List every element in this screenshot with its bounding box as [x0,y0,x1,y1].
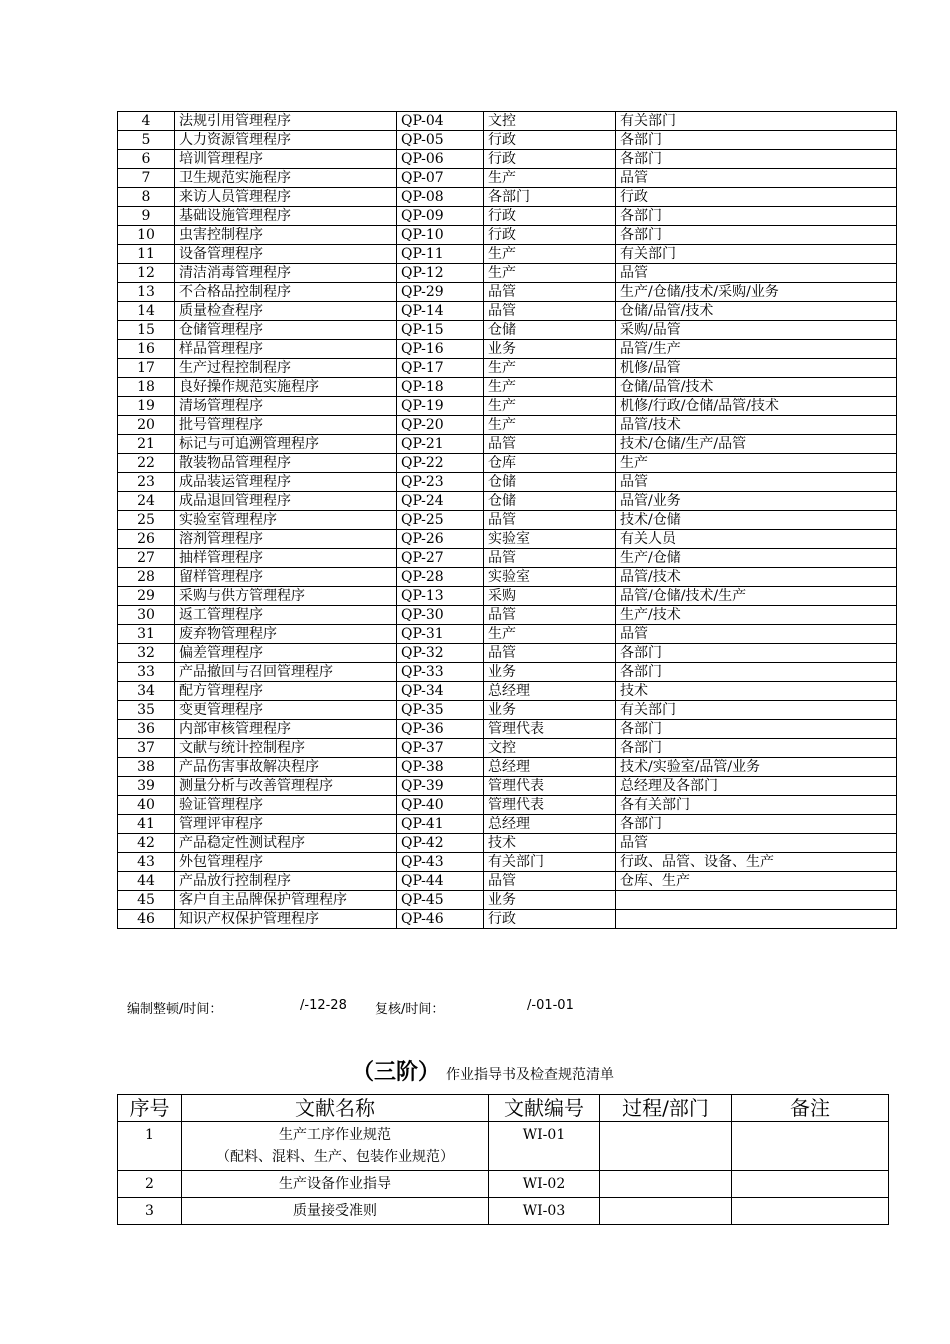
cell-related: 采购/品管 [616,321,897,340]
cell-code: QP-22 [397,454,484,473]
cell-no: 4 [118,112,175,131]
cell-name: 设备管理程序 [175,245,397,264]
table-row [118,245,897,264]
cell-owner: 品管 [484,435,616,454]
header-note: 备注 [732,1095,889,1122]
cell-no: 38 [118,758,175,777]
doc-name-detail: （配料、混料、生产、包装作业规范） [216,1149,454,1165]
cell-no: 40 [118,796,175,815]
cell-dept [600,1198,732,1225]
cell-no: 7 [118,169,175,188]
cell-code: QP-26 [397,530,484,549]
cell-code: QP-18 [397,378,484,397]
cell-code: QP-38 [397,758,484,777]
review-label: 复核/时间： [375,1002,445,1017]
cell-no: 10 [118,226,175,245]
cell-code: QP-37 [397,739,484,758]
cell-code: QP-39 [397,777,484,796]
cell-related: 技术/仓储 [616,511,897,530]
cell-owner: 品管 [484,549,616,568]
cell-code: QP-21 [397,435,484,454]
cell-name: 废弃物管理程序 [175,625,397,644]
table-row [118,815,897,834]
cell-related: 各部门 [616,644,897,663]
cell-related: 品管 [616,169,897,188]
cell-name: 采购与供方管理程序 [175,587,397,606]
cell-related: 品管 [616,473,897,492]
cell-name: 文献与统计控制程序 [175,739,397,758]
table-row [118,739,897,758]
table-row [118,530,897,549]
cell-no: 22 [118,454,175,473]
table-row [118,549,897,568]
cell-no: 31 [118,625,175,644]
cell-no: 44 [118,872,175,891]
table-row [118,511,897,530]
table-row [118,359,897,378]
table-row [118,131,897,150]
cell-related: 各部门 [616,226,897,245]
cell-code: WI-02 [489,1171,600,1198]
cell-name: 知识产权保护管理程序 [175,910,397,929]
cell-name: 产品伤害事故解决程序 [175,758,397,777]
table-row [118,1198,889,1225]
cell-code: QP-45 [397,891,484,910]
table-row [118,606,897,625]
cell-dept [600,1122,732,1171]
table-row [118,758,897,777]
cell-name: 产品撤回与召回管理程序 [175,663,397,682]
compiled-date: /-12-28 [300,998,347,1013]
table-row [118,568,897,587]
cell-owner: 文控 [484,739,616,758]
cell-owner: 生产 [484,169,616,188]
cell-dept [600,1171,732,1198]
cell-name: 抽样管理程序 [175,549,397,568]
cell-name: 法规引用管理程序 [175,112,397,131]
table-row [118,302,897,321]
cell-owner: 品管 [484,511,616,530]
cell-no: 23 [118,473,175,492]
work-instruction-table [117,1094,889,1225]
cell-owner: 生产 [484,359,616,378]
cell-code: QP-32 [397,644,484,663]
cell-related: 各部门 [616,720,897,739]
cell-no: 14 [118,302,175,321]
cell-owner: 仓库 [484,454,616,473]
cell-no: 2 [118,1171,182,1198]
cell-owner: 管理代表 [484,777,616,796]
table-row [118,891,897,910]
cell-related: 技术/实验室/品管/业务 [616,758,897,777]
cell-related: 各部门 [616,663,897,682]
cell-name: 管理评审程序 [175,815,397,834]
cell-name: 返工管理程序 [175,606,397,625]
table-row [118,682,897,701]
table-row [118,834,897,853]
cell-name: 基础设施管理程序 [175,207,397,226]
header-row [118,1095,889,1122]
table-row [118,226,897,245]
cell-no: 11 [118,245,175,264]
cell-related: 各部门 [616,207,897,226]
cell-owner: 总经理 [484,815,616,834]
table-row [118,663,897,682]
table-row [118,853,897,872]
procedure-list-table [117,111,897,929]
cell-owner: 业务 [484,701,616,720]
cell-name: 验证管理程序 [175,796,397,815]
table-row [118,397,897,416]
cell-owner: 品管 [484,872,616,891]
cell-owner: 仓储 [484,492,616,511]
cell-owner: 行政 [484,131,616,150]
cell-code: QP-08 [397,188,484,207]
cell-no: 35 [118,701,175,720]
cell-code: QP-41 [397,815,484,834]
cell-no: 39 [118,777,175,796]
cell-related: 仓库、生产 [616,872,897,891]
header-no: 序号 [118,1095,182,1122]
cell-owner: 仓储 [484,321,616,340]
cell-owner: 仓储 [484,473,616,492]
cell-owner: 总经理 [484,758,616,777]
cell-name: 变更管理程序 [175,701,397,720]
table-row [118,454,897,473]
cell-name: 内部审核管理程序 [175,720,397,739]
cell-no: 46 [118,910,175,929]
cell-code: QP-19 [397,397,484,416]
cell-name: 批号管理程序 [175,416,397,435]
cell-code: QP-28 [397,568,484,587]
cell-code: QP-09 [397,207,484,226]
table-row [118,910,897,929]
cell-no: 30 [118,606,175,625]
cell-name: 实验室管理程序 [175,511,397,530]
cell-related: 品管/技术 [616,568,897,587]
cell-name: 仓储管理程序 [175,321,397,340]
cell-owner: 总经理 [484,682,616,701]
cell-code: QP-42 [397,834,484,853]
table-row [118,473,897,492]
cell-no: 25 [118,511,175,530]
cell-code: QP-44 [397,872,484,891]
cell-name: 配方管理程序 [175,682,397,701]
table-row [118,378,897,397]
cell-owner: 生产 [484,245,616,264]
cell-related: 品管/生产 [616,340,897,359]
table-row [118,150,897,169]
cell-no: 37 [118,739,175,758]
cell-related: 机修/行政/仓储/品管/技术 [616,397,897,416]
cell-no: 29 [118,587,175,606]
cell-code: QP-15 [397,321,484,340]
cell-name [182,1122,489,1171]
cell-owner: 行政 [484,226,616,245]
cell-related: 品管/仓储/技术/生产 [616,587,897,606]
cell-no: 24 [118,492,175,511]
cell-name: 清洁消毒管理程序 [175,264,397,283]
cell-name: 人力资源管理程序 [175,131,397,150]
cell-code: QP-30 [397,606,484,625]
table-row [118,264,897,283]
table-row [118,188,897,207]
cell-no: 12 [118,264,175,283]
cell-owner: 文控 [484,112,616,131]
table-row [118,492,897,511]
cell-related: 生产 [616,454,897,473]
cell-owner: 生产 [484,378,616,397]
table-row [118,112,897,131]
cell-code: QP-23 [397,473,484,492]
cell-code: QP-46 [397,910,484,929]
cell-no: 18 [118,378,175,397]
cell-no: 3 [118,1198,182,1225]
cell-related: 有关部门 [616,245,897,264]
cell-owner: 生产 [484,416,616,435]
cell-code: QP-35 [397,701,484,720]
cell-owner: 技术 [484,834,616,853]
cell-code: QP-40 [397,796,484,815]
cell-name: 成品退回管理程序 [175,492,397,511]
cell-name: 测量分析与改善管理程序 [175,777,397,796]
cell-related: 品管 [616,625,897,644]
cell-no: 45 [118,891,175,910]
table-row [118,321,897,340]
cell-no: 43 [118,853,175,872]
cell-code: WI-03 [489,1198,600,1225]
cell-no: 28 [118,568,175,587]
cell-no: 1 [118,1122,182,1171]
cell-owner: 管理代表 [484,720,616,739]
table-row [118,872,897,891]
cell-related: 品管/技术 [616,416,897,435]
cell-code: QP-33 [397,663,484,682]
cell-related: 各有关部门 [616,796,897,815]
cell-related: 品管/业务 [616,492,897,511]
cell-related: 品管 [616,264,897,283]
compiled-label: 编制整顿/时间： [127,1002,223,1017]
cell-note [732,1198,889,1225]
cell-code: QP-29 [397,283,484,302]
cell-related: 行政、品管、设备、生产 [616,853,897,872]
cell-related: 技术/仓储/生产/品管 [616,435,897,454]
cell-owner: 生产 [484,264,616,283]
cell-name: 质量接受准则 [182,1198,489,1225]
cell-related: 总经理及各部门 [616,777,897,796]
header-code: 文献编号 [489,1095,600,1122]
cell-code: QP-14 [397,302,484,321]
cell-name: 清场管理程序 [175,397,397,416]
section-title: 作业指导书及检查规范清单 [446,1067,615,1083]
cell-related: 各部门 [616,739,897,758]
cell-related: 技术 [616,682,897,701]
cell-name: 产品稳定性测试程序 [175,834,397,853]
cell-owner: 业务 [484,663,616,682]
header-dept: 过程/部门 [600,1095,732,1122]
cell-no: 26 [118,530,175,549]
cell-owner: 品管 [484,283,616,302]
cell-name: 生产过程控制程序 [175,359,397,378]
cell-code: WI-01 [489,1122,600,1171]
cell-code: QP-05 [397,131,484,150]
cell-owner: 实验室 [484,568,616,587]
table-row [118,1122,889,1171]
table-row [118,1171,889,1198]
cell-note [732,1122,889,1171]
cell-no: 19 [118,397,175,416]
cell-code: QP-13 [397,587,484,606]
cell-no: 32 [118,644,175,663]
header-name: 文献名称 [182,1095,489,1122]
cell-code: QP-12 [397,264,484,283]
cell-name: 来访人员管理程序 [175,188,397,207]
cell-name: 良好操作规范实施程序 [175,378,397,397]
cell-owner: 行政 [484,150,616,169]
cell-code: QP-06 [397,150,484,169]
section-level: （三阶） [352,1060,441,1085]
cell-owner: 业务 [484,891,616,910]
review-date: /-01-01 [527,998,574,1013]
cell-owner: 品管 [484,302,616,321]
cell-code: QP-24 [397,492,484,511]
cell-no: 42 [118,834,175,853]
cell-name: 标记与可追溯管理程序 [175,435,397,454]
cell-name: 客户自主品牌保护管理程序 [175,891,397,910]
cell-no: 21 [118,435,175,454]
cell-owner: 管理代表 [484,796,616,815]
table-row [118,720,897,739]
cell-no: 34 [118,682,175,701]
cell-no: 15 [118,321,175,340]
cell-owner: 实验室 [484,530,616,549]
cell-related: 各部门 [616,150,897,169]
cell-name: 溶剂管理程序 [175,530,397,549]
cell-related: 品管 [616,834,897,853]
cell-no: 20 [118,416,175,435]
cell-code: QP-07 [397,169,484,188]
cell-related: 机修/品管 [616,359,897,378]
cell-owner: 采购 [484,587,616,606]
cell-owner: 品管 [484,644,616,663]
cell-code: QP-25 [397,511,484,530]
cell-code: QP-34 [397,682,484,701]
cell-related [616,910,897,929]
cell-name: 散装物品管理程序 [175,454,397,473]
cell-no: 9 [118,207,175,226]
table-row [118,416,897,435]
cell-related: 生产/仓储 [616,549,897,568]
cell-no: 16 [118,340,175,359]
cell-owner: 各部门 [484,188,616,207]
cell-related: 有关部门 [616,701,897,720]
table-row [118,701,897,720]
table-row [118,207,897,226]
cell-name: 虫害控制程序 [175,226,397,245]
cell-owner: 品管 [484,606,616,625]
cell-code: QP-31 [397,625,484,644]
cell-code: QP-20 [397,416,484,435]
section-heading [352,1055,614,1086]
cell-related: 仓储/品管/技术 [616,302,897,321]
cell-related: 有关人员 [616,530,897,549]
cell-note [732,1171,889,1198]
cell-no: 33 [118,663,175,682]
cell-no: 41 [118,815,175,834]
cell-owner: 有关部门 [484,853,616,872]
cell-name: 产品放行控制程序 [175,872,397,891]
table-row [118,644,897,663]
cell-name: 培训管理程序 [175,150,397,169]
cell-name: 样品管理程序 [175,340,397,359]
cell-owner: 生产 [484,625,616,644]
cell-code: QP-27 [397,549,484,568]
table-row [118,169,897,188]
cell-owner: 生产 [484,397,616,416]
table-row [118,340,897,359]
cell-name: 质量检查程序 [175,302,397,321]
cell-no: 13 [118,283,175,302]
table-row [118,283,897,302]
cell-name: 偏差管理程序 [175,644,397,663]
table-row [118,796,897,815]
cell-name: 留样管理程序 [175,568,397,587]
cell-no: 8 [118,188,175,207]
cell-no: 5 [118,131,175,150]
cell-owner: 行政 [484,910,616,929]
doc-name: 生产工序作业规范 [279,1127,391,1143]
table-row [118,777,897,796]
cell-related: 各部门 [616,815,897,834]
cell-name: 不合格品控制程序 [175,283,397,302]
cell-no: 6 [118,150,175,169]
cell-name: 卫生规范实施程序 [175,169,397,188]
cell-code: QP-16 [397,340,484,359]
table-row [118,587,897,606]
cell-code: QP-04 [397,112,484,131]
cell-related: 行政 [616,188,897,207]
cell-name: 成品装运管理程序 [175,473,397,492]
cell-related: 生产/技术 [616,606,897,625]
cell-no: 27 [118,549,175,568]
cell-code: QP-10 [397,226,484,245]
cell-related [616,891,897,910]
cell-name: 生产设备作业指导 [182,1171,489,1198]
cell-name: 外包管理程序 [175,853,397,872]
cell-related: 有关部门 [616,112,897,131]
cell-code: QP-11 [397,245,484,264]
cell-code: QP-17 [397,359,484,378]
cell-code: QP-36 [397,720,484,739]
cell-owner: 行政 [484,207,616,226]
table-row [118,435,897,454]
cell-no: 17 [118,359,175,378]
cell-no: 36 [118,720,175,739]
cell-related: 生产/仓储/技术/采购/业务 [616,283,897,302]
cell-related: 各部门 [616,131,897,150]
table-row [118,625,897,644]
cell-owner: 业务 [484,340,616,359]
cell-related: 仓储/品管/技术 [616,378,897,397]
cell-code: QP-43 [397,853,484,872]
